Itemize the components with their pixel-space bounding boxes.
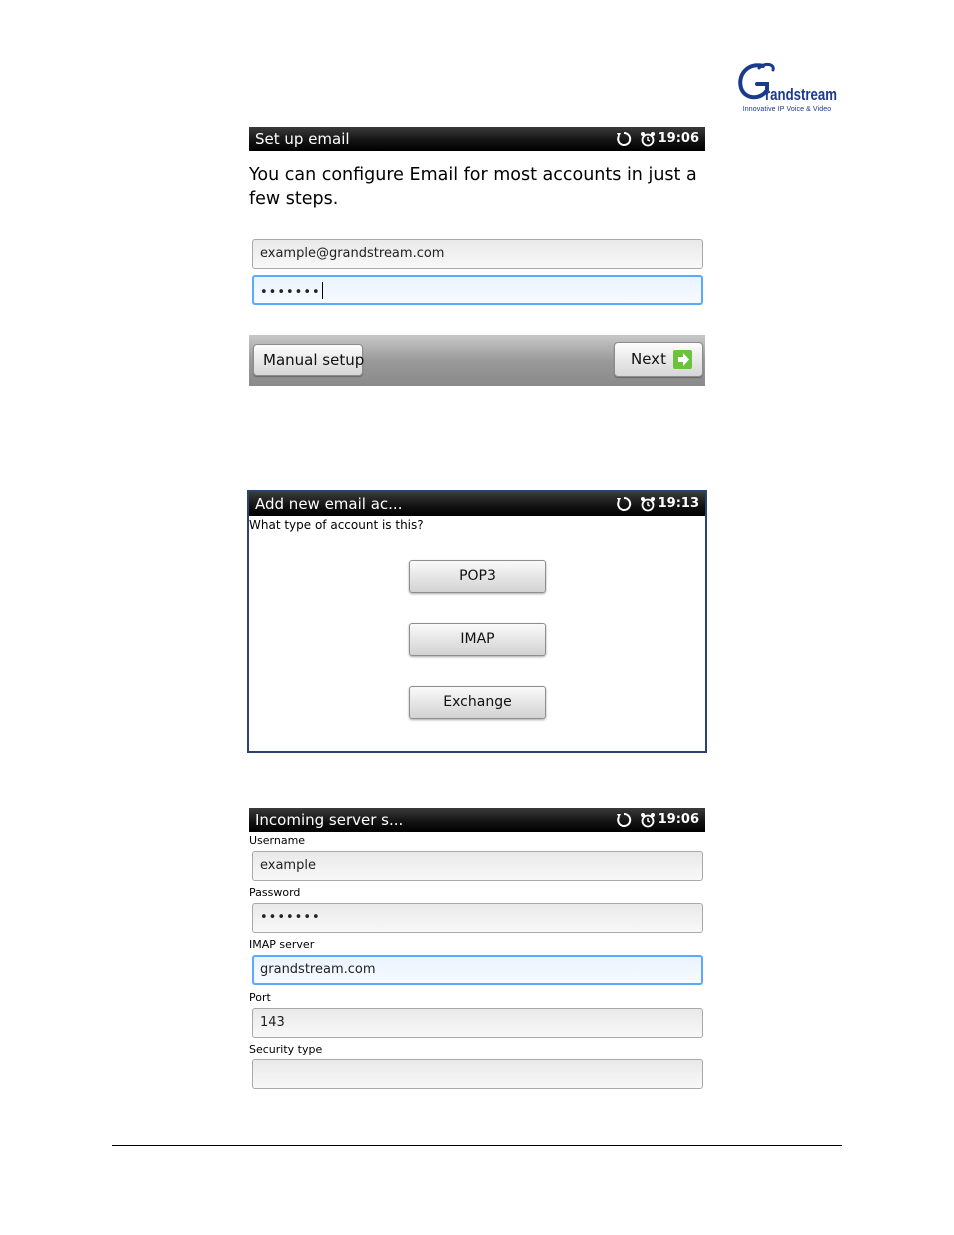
button-bar <box>249 335 705 386</box>
imap-server-value: grandstream.com <box>260 962 376 977</box>
password-field[interactable] <box>252 275 703 305</box>
clock: 19:13 <box>657 496 699 511</box>
text-caret <box>322 282 323 299</box>
page-divider <box>112 1145 842 1146</box>
alarm-clock-icon <box>640 131 656 147</box>
arrow-right-icon <box>673 350 692 369</box>
sync-icon <box>616 496 632 512</box>
port-label: Port <box>249 991 271 1004</box>
exchange-button[interactable]: Exchange <box>409 686 546 719</box>
svg-text:randstream: randstream <box>765 85 837 104</box>
manual-setup-button[interactable]: Manual setup <box>253 344 363 376</box>
imap-button[interactable]: IMAP <box>409 623 546 656</box>
logo-tagline: Innovative IP Voice & Video <box>742 106 832 113</box>
security-type-select[interactable] <box>252 1059 703 1089</box>
password-label: Password <box>249 886 301 899</box>
imap-server-label: IMAP server <box>249 938 315 951</box>
password-value: ••••••• <box>260 285 321 300</box>
sync-icon <box>616 812 632 828</box>
username-field[interactable] <box>252 851 703 881</box>
username-value: example <box>260 858 316 873</box>
screen-title: Add new email ac... <box>255 495 403 513</box>
next-button[interactable] <box>614 342 703 377</box>
password-field[interactable] <box>252 903 703 933</box>
clock: 19:06 <box>657 131 699 146</box>
status-bar <box>249 127 705 151</box>
screen-title: Set up email <box>255 130 350 148</box>
port-value: 143 <box>260 1015 285 1030</box>
intro-text: You can configure Email for most accounts in just a few steps. <box>249 165 697 209</box>
username-label: Username <box>249 834 306 847</box>
pop3-button[interactable]: POP3 <box>409 560 546 593</box>
email-field[interactable] <box>252 239 703 269</box>
grandstream-logo <box>735 60 839 120</box>
password-value: ••••••• <box>260 910 321 925</box>
screen-title: Incoming server s... <box>255 811 404 829</box>
imap-server-field[interactable] <box>252 955 703 985</box>
next-label: Next <box>631 350 666 368</box>
clock: 19:06 <box>657 812 699 827</box>
alarm-clock-icon <box>640 812 656 828</box>
status-bar <box>249 808 705 832</box>
alarm-clock-icon <box>640 496 656 512</box>
logo-mark-icon <box>735 60 839 106</box>
sync-icon <box>616 131 632 147</box>
port-field[interactable] <box>252 1008 703 1038</box>
security-type-label: Security type <box>249 1043 323 1056</box>
status-bar <box>249 492 705 516</box>
email-value: example@grandstream.com <box>260 246 445 261</box>
security-type-clip <box>249 1059 707 1066</box>
account-type-question: What type of account is this? <box>249 518 424 532</box>
